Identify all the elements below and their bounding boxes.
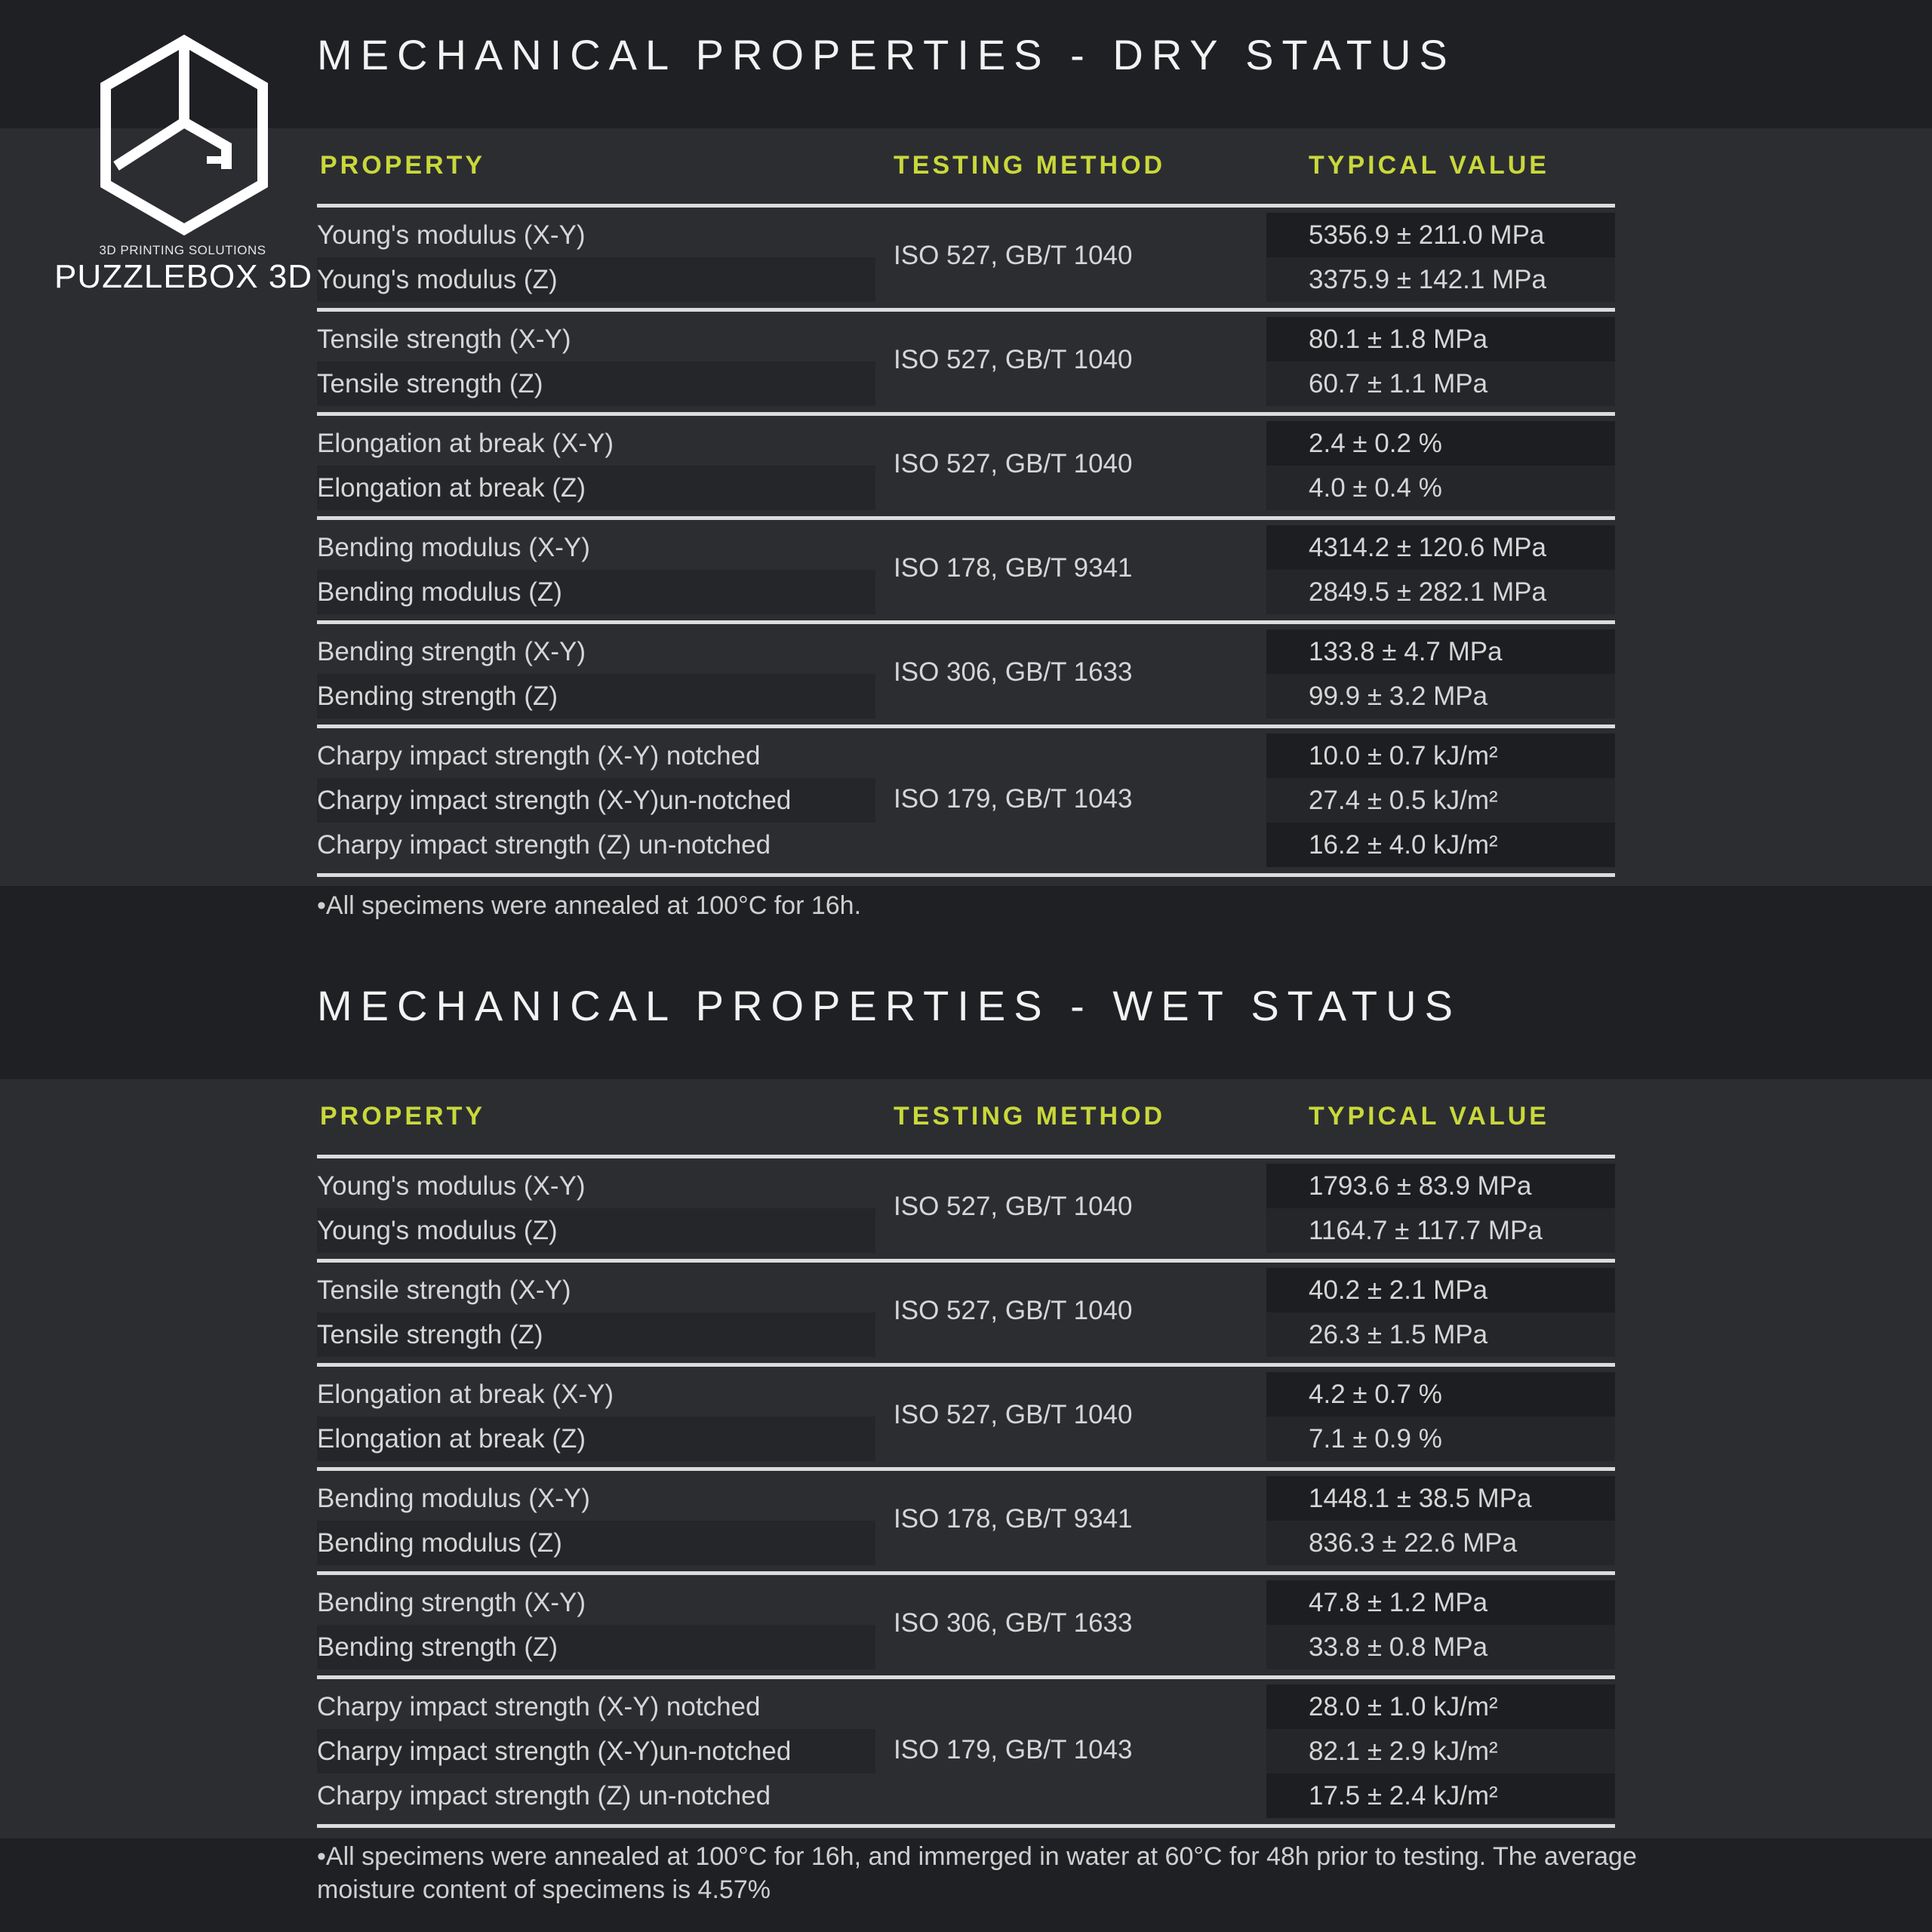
property-name: Young's modulus (Z) bbox=[317, 1216, 558, 1245]
logo-tagline: 3D PRINTING SOLUTIONS bbox=[99, 243, 266, 257]
typical-value: 28.0 ± 1.0 kJ/m² bbox=[1309, 1692, 1498, 1721]
testing-method: ISO 527, GB/T 1040 bbox=[894, 1400, 1133, 1429]
testing-method: ISO 527, GB/T 1040 bbox=[894, 1192, 1133, 1221]
column-header-property: PROPERTY bbox=[320, 1102, 486, 1131]
property-name: Bending strength (X-Y) bbox=[317, 637, 586, 666]
table-rule bbox=[317, 1824, 1615, 1828]
property-group bbox=[317, 208, 1615, 308]
typical-value: 133.8 ± 4.7 MPa bbox=[1309, 637, 1503, 666]
testing-method: ISO 527, GB/T 1040 bbox=[894, 345, 1133, 374]
dry-properties-table bbox=[317, 128, 1615, 877]
property-name: Tensile strength (X-Y) bbox=[317, 325, 571, 354]
testing-method: ISO 178, GB/T 9341 bbox=[894, 1504, 1133, 1534]
dry-section-title: MECHANICAL PROPERTIES - DRY STATUS bbox=[317, 31, 1456, 78]
table-row bbox=[317, 1774, 1615, 1818]
property-group bbox=[317, 1471, 1615, 1571]
typical-value: 99.9 ± 3.2 MPa bbox=[1309, 681, 1488, 711]
property-name: Bending modulus (Z) bbox=[317, 577, 562, 607]
dry-footnote: •All specimens were annealed at 100°C for 16h. bbox=[317, 891, 862, 920]
property-name: Young's modulus (X-Y) bbox=[317, 1171, 586, 1201]
table-header bbox=[317, 1079, 1615, 1155]
typical-value: 40.2 ± 2.1 MPa bbox=[1309, 1275, 1488, 1305]
property-group bbox=[317, 1575, 1615, 1675]
typical-value: 3375.9 ± 142.1 MPa bbox=[1309, 265, 1546, 294]
property-name: Elongation at break (Z) bbox=[317, 1424, 586, 1454]
property-name: Charpy impact strength (Z) un-notched bbox=[317, 1781, 771, 1810]
property-name: Bending strength (Z) bbox=[317, 681, 558, 711]
typical-value: 4314.2 ± 120.6 MPa bbox=[1309, 533, 1546, 562]
typical-value: 5356.9 ± 211.0 MPa bbox=[1309, 220, 1545, 250]
testing-method: ISO 527, GB/T 1040 bbox=[894, 241, 1133, 270]
property-name: Young's modulus (X-Y) bbox=[317, 220, 586, 250]
typical-value: 80.1 ± 1.8 MPa bbox=[1309, 325, 1488, 354]
wet-section-title: MECHANICAL PROPERTIES - WET STATUS bbox=[317, 982, 1461, 1029]
typical-value: 26.3 ± 1.5 MPa bbox=[1309, 1320, 1488, 1349]
typical-value: 4.2 ± 0.7 % bbox=[1309, 1380, 1442, 1409]
wet-properties-table bbox=[317, 1079, 1615, 1828]
typical-value: 2849.5 ± 282.1 MPa bbox=[1309, 577, 1546, 607]
property-group bbox=[317, 416, 1615, 516]
typical-value: 27.4 ± 0.5 kJ/m² bbox=[1309, 786, 1498, 815]
property-group bbox=[317, 1263, 1615, 1363]
typical-value: 17.5 ± 2.4 kJ/m² bbox=[1309, 1781, 1498, 1810]
property-name: Bending strength (X-Y) bbox=[317, 1588, 586, 1617]
property-group bbox=[317, 1158, 1615, 1259]
property-name: Tensile strength (X-Y) bbox=[317, 1275, 571, 1305]
table-header bbox=[317, 128, 1615, 204]
property-name: Tensile strength (Z) bbox=[317, 369, 543, 398]
typical-value: 10.0 ± 0.7 kJ/m² bbox=[1309, 741, 1498, 771]
typical-value: 1793.6 ± 83.9 MPa bbox=[1309, 1171, 1532, 1201]
column-header-method: TESTING METHOD bbox=[894, 151, 1166, 180]
property-group bbox=[317, 312, 1615, 412]
typical-value: 82.1 ± 2.9 kJ/m² bbox=[1309, 1737, 1498, 1766]
logo-wordmark: PUZZLEBOX 3D bbox=[54, 258, 313, 295]
testing-method: ISO 306, GB/T 1633 bbox=[894, 657, 1133, 687]
table-row bbox=[317, 1684, 1615, 1729]
typical-value: 47.8 ± 1.2 MPa bbox=[1309, 1588, 1488, 1617]
property-group bbox=[317, 624, 1615, 724]
property-name: Charpy impact strength (X-Y) notched bbox=[317, 741, 761, 771]
property-name: Charpy impact strength (X-Y) notched bbox=[317, 1692, 761, 1721]
cube-logo-icon bbox=[94, 33, 275, 237]
testing-method: ISO 527, GB/T 1040 bbox=[894, 449, 1133, 478]
property-group bbox=[317, 520, 1615, 620]
table-row bbox=[317, 823, 1615, 867]
testing-method: ISO 179, GB/T 1043 bbox=[894, 1734, 1133, 1764]
typical-value: 60.7 ± 1.1 MPa bbox=[1309, 369, 1488, 398]
column-header-property: PROPERTY bbox=[320, 151, 486, 180]
property-name: Bending modulus (Z) bbox=[317, 1528, 562, 1558]
property-name: Tensile strength (Z) bbox=[317, 1320, 543, 1349]
typical-value: 2.4 ± 0.2 % bbox=[1309, 429, 1442, 458]
brand-logo bbox=[54, 33, 311, 305]
testing-method: ISO 179, GB/T 1043 bbox=[894, 783, 1133, 814]
column-header-method: TESTING METHOD bbox=[894, 1102, 1166, 1131]
table-rule bbox=[317, 873, 1615, 877]
property-name: Bending strength (Z) bbox=[317, 1632, 558, 1662]
property-name: Charpy impact strength (X-Y)un-notched bbox=[317, 1737, 792, 1766]
column-header-value: TYPICAL VALUE bbox=[1309, 151, 1549, 180]
property-group bbox=[317, 728, 1615, 873]
table-row bbox=[317, 734, 1615, 778]
typical-value: 16.2 ± 4.0 kJ/m² bbox=[1309, 830, 1498, 860]
property-name: Bending modulus (X-Y) bbox=[317, 1484, 590, 1513]
property-group bbox=[317, 1679, 1615, 1824]
typical-value: 33.8 ± 0.8 MPa bbox=[1309, 1632, 1488, 1662]
wet-footnote: •All specimens were annealed at 100°C for 16h, and immerged in water at 60°C for 48h prior to testing. The average moisture content of specimens is 4.57% bbox=[317, 1842, 1637, 1904]
typical-value: 836.3 ± 22.6 MPa bbox=[1309, 1528, 1518, 1558]
testing-method: ISO 306, GB/T 1633 bbox=[894, 1608, 1133, 1638]
property-name: Elongation at break (X-Y) bbox=[317, 429, 614, 458]
property-name: Charpy impact strength (Z) un-notched bbox=[317, 830, 771, 860]
testing-method: ISO 527, GB/T 1040 bbox=[894, 1296, 1133, 1325]
typical-value: 4.0 ± 0.4 % bbox=[1309, 473, 1442, 503]
property-name: Charpy impact strength (X-Y)un-notched bbox=[317, 786, 792, 815]
property-name: Young's modulus (Z) bbox=[317, 265, 558, 294]
property-group bbox=[317, 1367, 1615, 1467]
column-header-value: TYPICAL VALUE bbox=[1309, 1102, 1549, 1131]
property-name: Elongation at break (Z) bbox=[317, 473, 586, 503]
testing-method: ISO 178, GB/T 9341 bbox=[894, 553, 1133, 583]
typical-value: 1164.7 ± 117.7 MPa bbox=[1309, 1216, 1543, 1245]
property-name: Bending modulus (X-Y) bbox=[317, 533, 590, 562]
property-name: Elongation at break (X-Y) bbox=[317, 1380, 614, 1409]
typical-value: 1448.1 ± 38.5 MPa bbox=[1309, 1484, 1532, 1513]
typical-value: 7.1 ± 0.9 % bbox=[1309, 1424, 1442, 1454]
